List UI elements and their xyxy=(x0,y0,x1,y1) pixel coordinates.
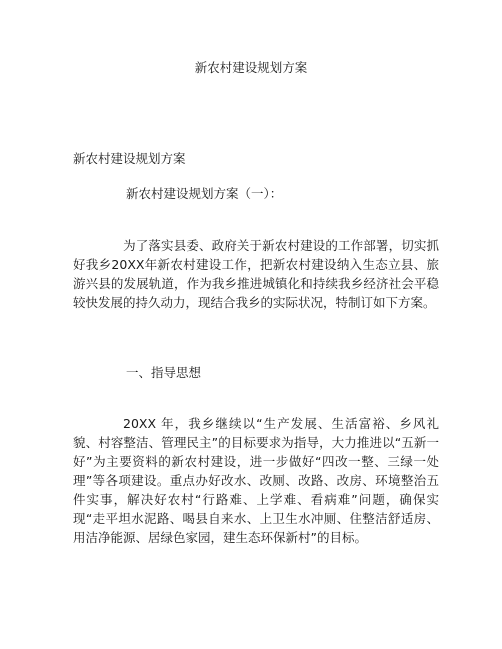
paragraph-guiding-ideology xyxy=(73,414,439,547)
document-title: 新农村建设规划方案 xyxy=(194,60,308,75)
document-subheading: 新农村建设规划方案（一）： xyxy=(126,186,283,201)
paragraph-guiding-ideology-text: 20XX 年，我乡继续以“生产发展、生活富裕、乡风礼貌、村容整洁、管理民主”的目标要求为指导，大力推进以“五新一好”为主要资料的新农村建设，进一步做好“四改一整、三绿一处理”等各项建设。重点办好改水、改厕、改路、改房、环境整治五件实事，解决好农村“行路难、上学难、看病难”问题，确保实现“走平坦水泥路、喝县自来水、上卫生水冲厕、住整洁舒适房、用洁净能源、居绿色家园，建生态环保新村”的目标。 xyxy=(73,416,439,545)
paragraph-intro xyxy=(73,236,439,312)
section-title-guiding-ideology: 一、指导思想 xyxy=(126,365,202,380)
document-heading: 新农村建设规划方案 xyxy=(73,151,186,166)
paragraph-intro-text: 为了落实县委、政府关于新农村建设的工作部署，切实抓好我乡20XX年新农村建设工作，把新农村建设纳入生态立县、旅游兴县的发展轨道，作为我乡推进城镇化和持续我乡经济社会平稳较快发展的持久动力，现结合我乡的实际状况，特制订如下方案。 xyxy=(73,238,439,310)
